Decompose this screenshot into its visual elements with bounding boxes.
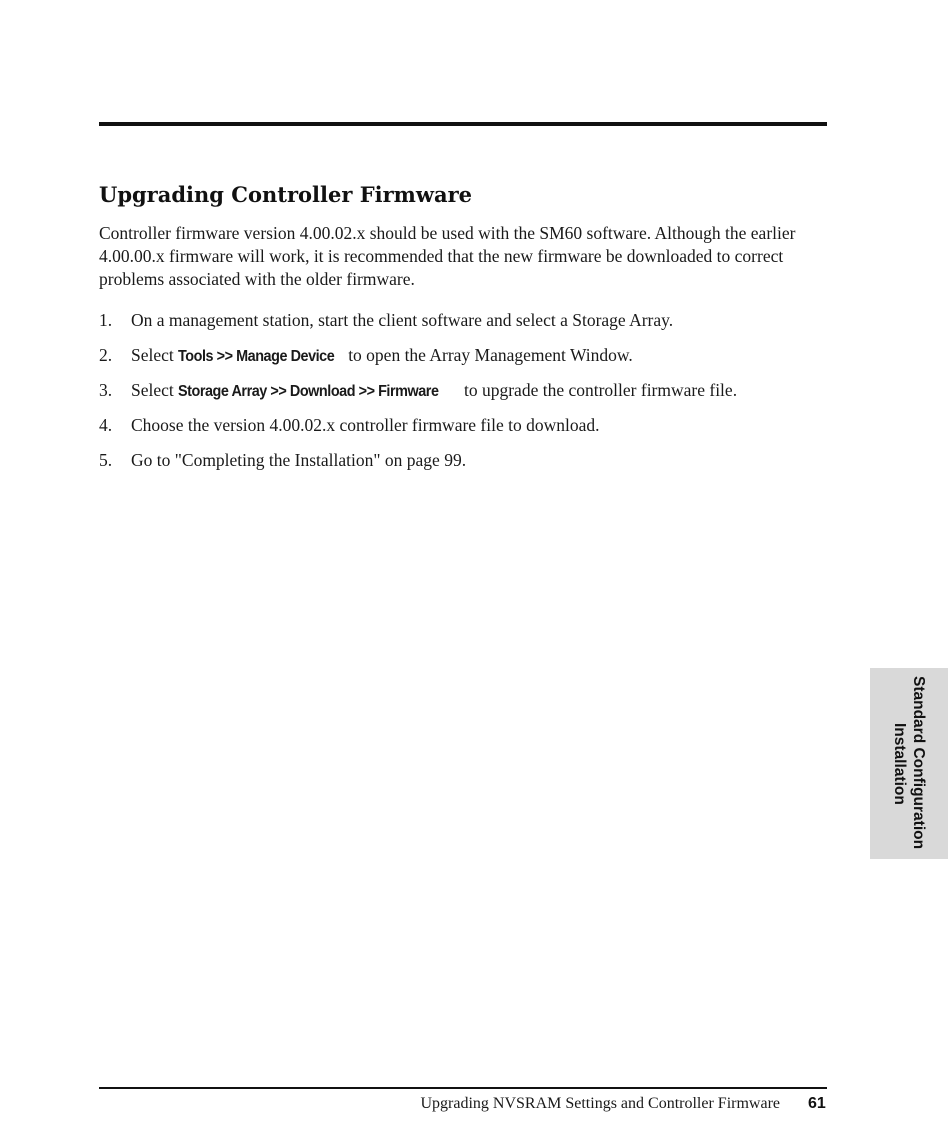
step-text-pre: Select [131, 345, 179, 365]
step-number: 5. [99, 450, 113, 470]
side-tab-line-1: Standard Configuration [910, 676, 927, 850]
chapter-side-tab-label [870, 668, 948, 859]
step-text-pre: Go to "Completing the Installation" on page 99. [131, 450, 467, 470]
section-heading: Upgrading Controller Firmware [99, 182, 473, 207]
step-number: 1. [99, 310, 113, 330]
step-number: 3. [99, 380, 113, 400]
steps-list [99, 309, 827, 484]
step-item-1 [99, 309, 827, 344]
step-text [131, 449, 466, 472]
top-rule [99, 122, 827, 126]
step-text-post: to upgrade the controller firmware file. [459, 380, 738, 400]
step-text [131, 309, 673, 332]
step-item-3 [99, 379, 827, 414]
step-text-post: to open the Array Management Window. [343, 345, 633, 365]
step-text [131, 344, 633, 368]
side-tab-line-2: Installation [891, 723, 908, 805]
step-text [131, 414, 600, 437]
step-item-4 [99, 414, 827, 449]
step-item-2 [99, 344, 827, 379]
chapter-side-tab [870, 668, 948, 859]
footer-rule [99, 1087, 827, 1089]
intro-paragraph: Controller firmware version 4.00.02.x should be used with the SM60 software. Although the earlier 4.00.00.x firmware will work, it is recommended that the new firmware be downloaded to correct problems associated with the older firmware. [99, 223, 796, 289]
step-number: 4. [99, 415, 113, 435]
step-text [131, 379, 737, 403]
page-number: 61 [808, 1095, 826, 1112]
step-text-pre: Choose the version 4.00.02.x controller firmware file to download. [131, 415, 600, 435]
menu-path-term: Tools >> Manage Device [178, 348, 335, 365]
step-text-pre: On a management station, start the client software and select a Storage Array. [131, 310, 674, 330]
step-text-pre: Select [131, 380, 179, 400]
step-number: 2. [99, 345, 113, 365]
menu-path-term: Storage Array >> Download >> Firmware [178, 383, 439, 400]
step-item-5 [99, 449, 827, 484]
footer-chapter-title: Upgrading NVSRAM Settings and Controller Firmware [420, 1095, 780, 1112]
